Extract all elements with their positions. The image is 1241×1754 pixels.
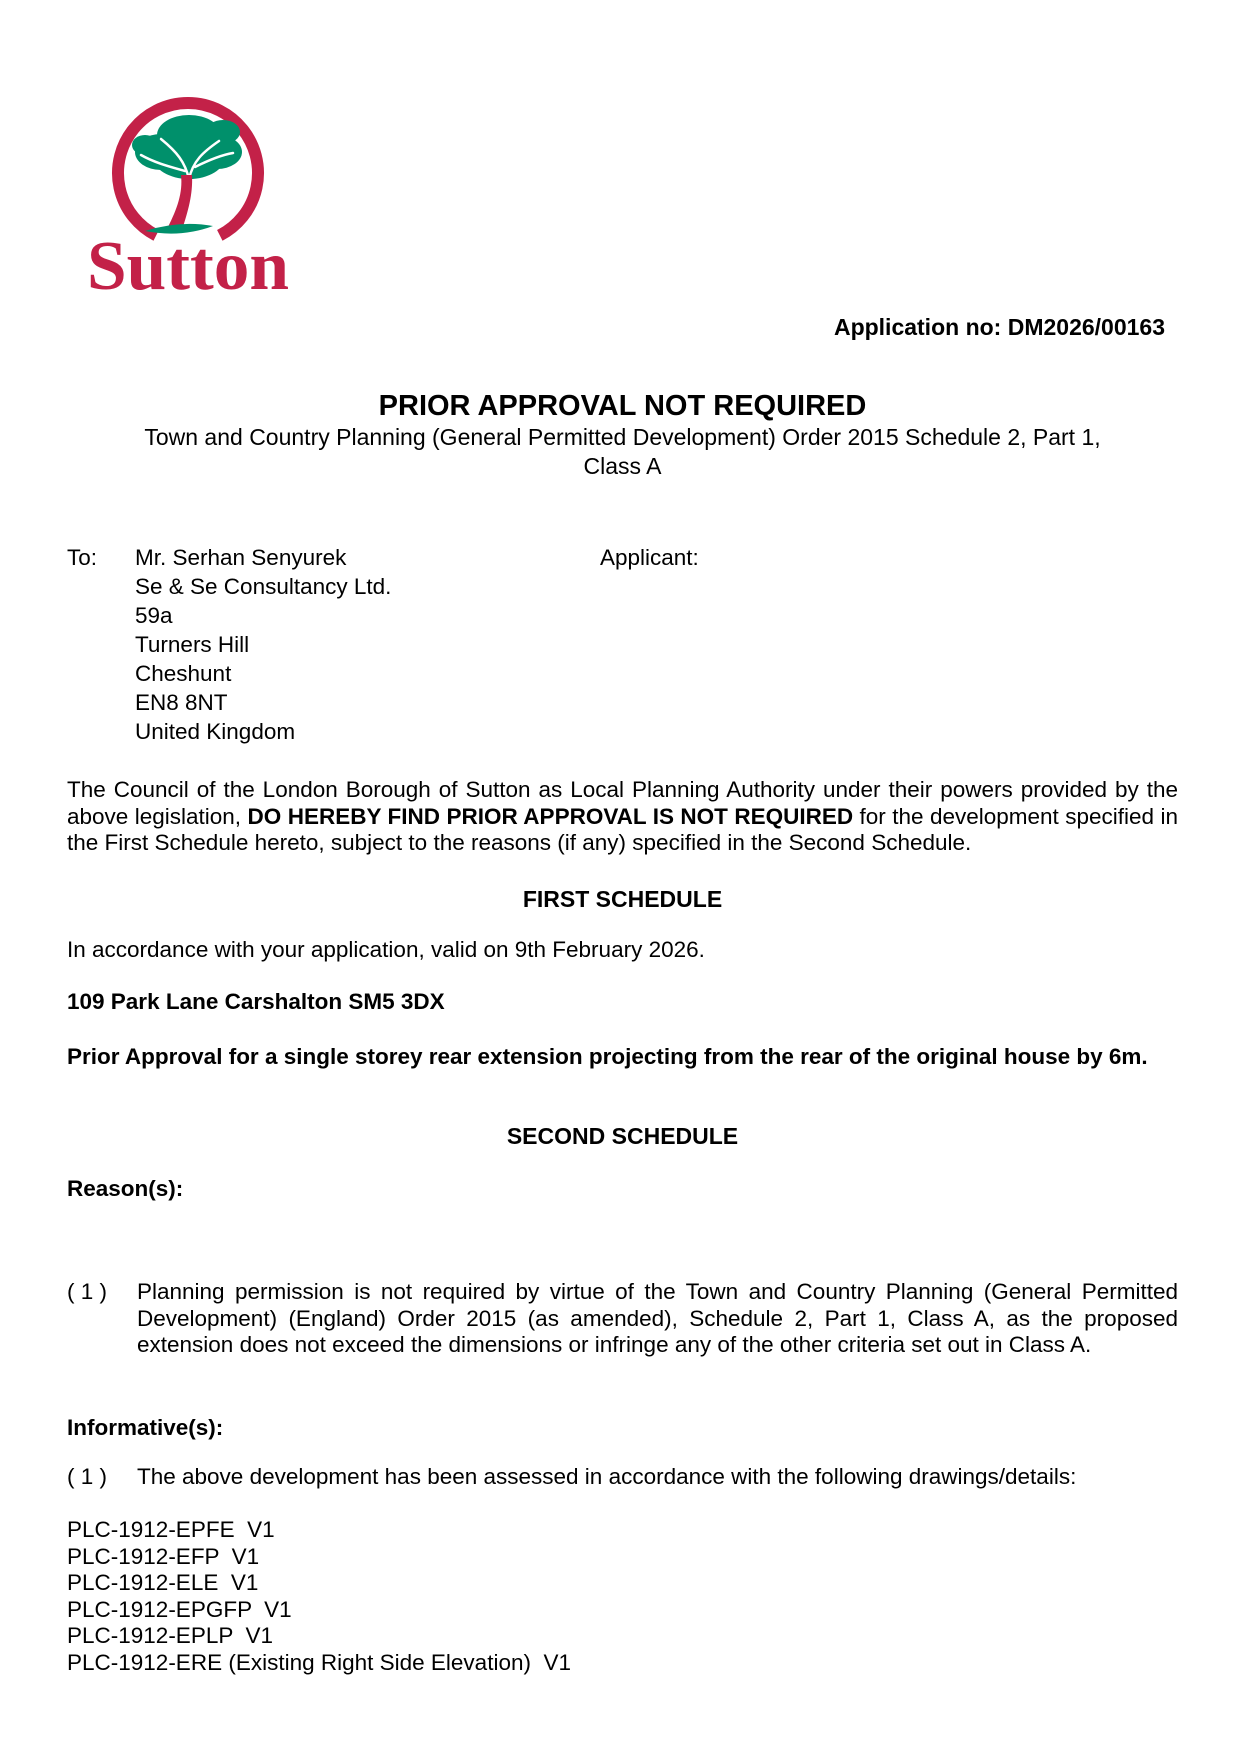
address-line: United Kingdom <box>135 719 296 744</box>
drawing-reference: PLC-1912-EPLP V1 <box>67 1623 273 1648</box>
application-validity-line: In accordance with your application, valid on 9th February 2026. <box>67 937 705 962</box>
reason-number: ( 1 ) <box>67 1279 108 1304</box>
address-line: EN8 8NT <box>135 690 228 715</box>
applicant-label: Applicant: <box>600 545 699 570</box>
application-number: Application no: DM2026/00163 <box>833 314 1165 340</box>
drawing-reference: PLC-1912-ERE (Existing Right Side Elevation) V1 <box>67 1649 571 1675</box>
address-line: 59a <box>135 603 173 628</box>
drawing-reference: PLC-1912-EPGFP V1 <box>67 1596 292 1622</box>
informative-number: ( 1 ) <box>67 1464 108 1489</box>
decision-bold-finding: DO HEREBY FIND PRIOR APPROVAL IS NOT REQUIRED <box>247 803 854 829</box>
decision-paragraph <box>67 777 1178 857</box>
address-line: Mr. Serhan Senyurek <box>135 545 347 570</box>
page-title: PRIOR APPROVAL NOT REQUIRED <box>378 390 867 422</box>
title-subtitle-line1: Town and Country Planning (General Permitted Development) Order 2015 Schedule 2, Part 1, <box>144 424 1101 450</box>
recipient-address <box>135 543 1178 746</box>
drawing-reference: PLC-1912-EFP V1 <box>67 1543 260 1569</box>
sutton-logo <box>85 97 295 297</box>
informatives-heading: Informative(s): <box>67 1415 224 1440</box>
tree-icon <box>132 115 242 234</box>
address-line: Turners Hill <box>135 632 250 657</box>
recipient-block <box>67 543 1178 746</box>
drawing-reference: PLC-1912-ELE V1 <box>67 1570 259 1595</box>
tree-trunk <box>168 175 192 230</box>
reason-item-1 <box>67 1279 1178 1359</box>
decision-text-before: The Council of the London Borough of Sutton as Local Planning Authority under their powers provided by the above legislation, <box>67 777 1178 829</box>
decision-text-after: for the development specified in the First Schedule hereto, subject to the reasons (if any) specified in the Second Schedule. <box>67 803 1178 855</box>
to-label: To: <box>67 545 98 570</box>
drawings-list <box>67 1517 1178 1676</box>
logo-wordmark: Sutton <box>87 228 289 297</box>
title-subtitle-line2: Class A <box>583 453 662 479</box>
informative-item-1 <box>67 1464 1178 1491</box>
drawing-reference: PLC-1912-EPFE V1 <box>67 1517 275 1542</box>
site-address: 109 Park Lane Carshalton SM5 3DX <box>67 989 445 1014</box>
first-schedule-heading: FIRST SCHEDULE <box>522 886 723 912</box>
address-line: Se & Se Consultancy Ltd. <box>135 574 392 599</box>
development-description: Prior Approval for a single storey rear extension projecting from the rear of the original house by 6m. <box>67 1044 1148 1069</box>
reason-text: Planning permission is not required by virtue of the Town and Country Planning (General Permitted Development) (England) Order 2015 (as amended), Schedule 2, Part 1, Class A, as the proposed extension does not exceed the dimensions or infringe any of the other criteria set out in Class A. <box>137 1279 1178 1357</box>
informative-text: The above development has been assessed in accordance with the following drawings/details: <box>137 1464 1077 1489</box>
title-block <box>67 390 1178 481</box>
address-line: Cheshunt <box>135 661 232 686</box>
second-schedule-heading: SECOND SCHEDULE <box>506 1123 739 1149</box>
reasons-heading: Reason(s): <box>67 1176 184 1201</box>
